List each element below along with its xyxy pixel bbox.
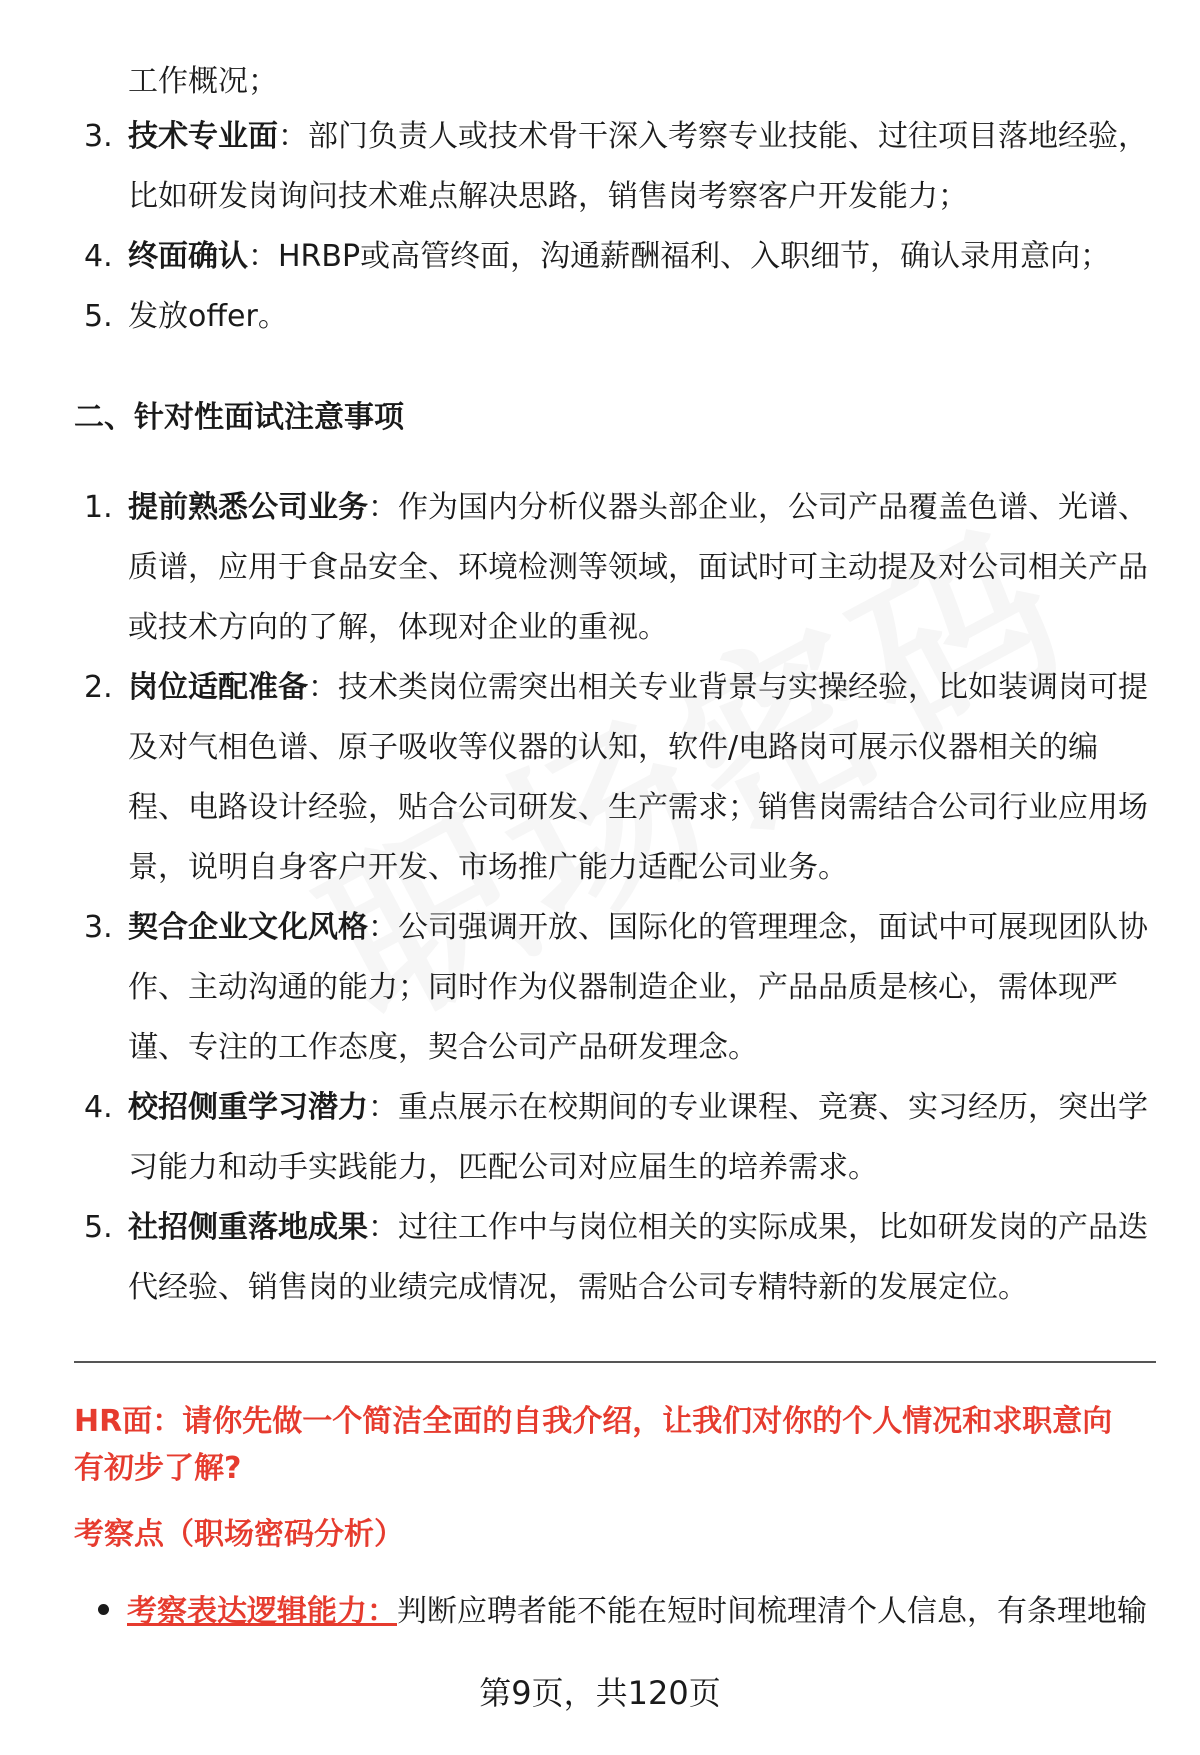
item-number: 5. xyxy=(84,1210,113,1245)
item-number: 1. xyxy=(84,490,113,525)
list-item xyxy=(0,107,1148,227)
item-title: 校招侧重学习潜力 xyxy=(128,1090,368,1125)
analysis-title: 考察点（职场密码分析） xyxy=(74,1517,404,1552)
item-number: 5. xyxy=(84,299,113,334)
item-number: 4. xyxy=(84,1090,113,1125)
list-item xyxy=(0,658,1148,898)
list-item xyxy=(0,1198,1148,1318)
item-title: 岗位适配准备 xyxy=(128,670,308,705)
item-title: 终面确认 xyxy=(128,239,248,274)
item-text: ：作为国内分析仪器头部企业，公司产品覆盖色谱、光谱、质谱，应用于食品安全、环境检测等领域，面试时可主动提及对公司相关产品或技术方向的了解，体现对企业的重视。 xyxy=(128,490,1148,645)
item-text: 发放offer。 xyxy=(128,299,288,334)
tips-list xyxy=(0,478,1148,1318)
item-title: 技术专业面 xyxy=(128,119,278,154)
bullet-item xyxy=(98,1587,1148,1637)
bullet-dot-icon xyxy=(98,1604,109,1615)
bullet-key[interactable]: 考察表达逻辑能力： xyxy=(127,1594,397,1629)
list-item xyxy=(0,1078,1148,1198)
bullet-text: 判断应聘者能不能在短时间梳理清个人信息，有条理地输 xyxy=(397,1594,1147,1629)
item-text: ：公司强调开放、国际化的管理理念，面试中可展现团队协作、主动沟通的能力；同时作为仪器制造企业，产品品质是核心，需体现严谨、专注的工作态度，契合公司产品研发理念。 xyxy=(128,910,1148,1065)
hr-question: HR面：请你先做一个简洁全面的自我介绍，让我们对你的个人情况和求职意向有初步了解? xyxy=(74,1404,1113,1486)
page-number: 第9页，共120页 xyxy=(479,1674,721,1712)
item-text: ：部门负责人或技术骨干深入考察专业技能、过往项目落地经验，比如研发岗询问技术难点解决思路，销售岗考察客户开发能力； xyxy=(128,119,1148,214)
list-item xyxy=(0,287,1148,347)
item-number: 3. xyxy=(84,119,113,154)
list-item xyxy=(0,227,1148,287)
list-item xyxy=(0,898,1148,1078)
item-title: 契合企业文化风格 xyxy=(128,910,368,945)
item-text: ：技术类岗位需突出相关专业背景与实操经验，比如装调岗可提及对气相色谱、原子吸收等仪器的认知，软件/电路岗可展示仪器相关的编程、电路设计经验，贴合公司研发、生产需求；销售岗需结合公司行业应用场景，说明自身客户开发、市场推广能力适配公司业务。 xyxy=(128,670,1148,885)
item-title: 社招侧重落地成果 xyxy=(128,1210,368,1245)
item-number: 3. xyxy=(84,910,113,945)
item-number: 2. xyxy=(84,670,113,705)
list-item xyxy=(0,478,1148,658)
divider xyxy=(74,1361,1156,1363)
item-text: ：过往工作中与岗位相关的实际成果，比如研发岗的产品迭代经验、销售岗的业绩完成情况，需贴合公司专精特新的发展定位。 xyxy=(128,1210,1148,1305)
process-list xyxy=(0,107,1148,347)
item-text: ：重点展示在校期间的专业课程、竞赛、实习经历，突出学习能力和动手实践能力，匹配公司对应届生的培养需求。 xyxy=(128,1090,1148,1185)
item-title: 提前熟悉公司业务 xyxy=(128,490,368,525)
item-number: 4. xyxy=(84,239,113,274)
intro-continuation: 工作概况； xyxy=(128,64,278,99)
item-text: ：HRBP或高管终面，沟通薪酬福利、入职细节，确认录用意向； xyxy=(248,239,1111,274)
section-title: 二、针对性面试注意事项 xyxy=(74,400,404,435)
